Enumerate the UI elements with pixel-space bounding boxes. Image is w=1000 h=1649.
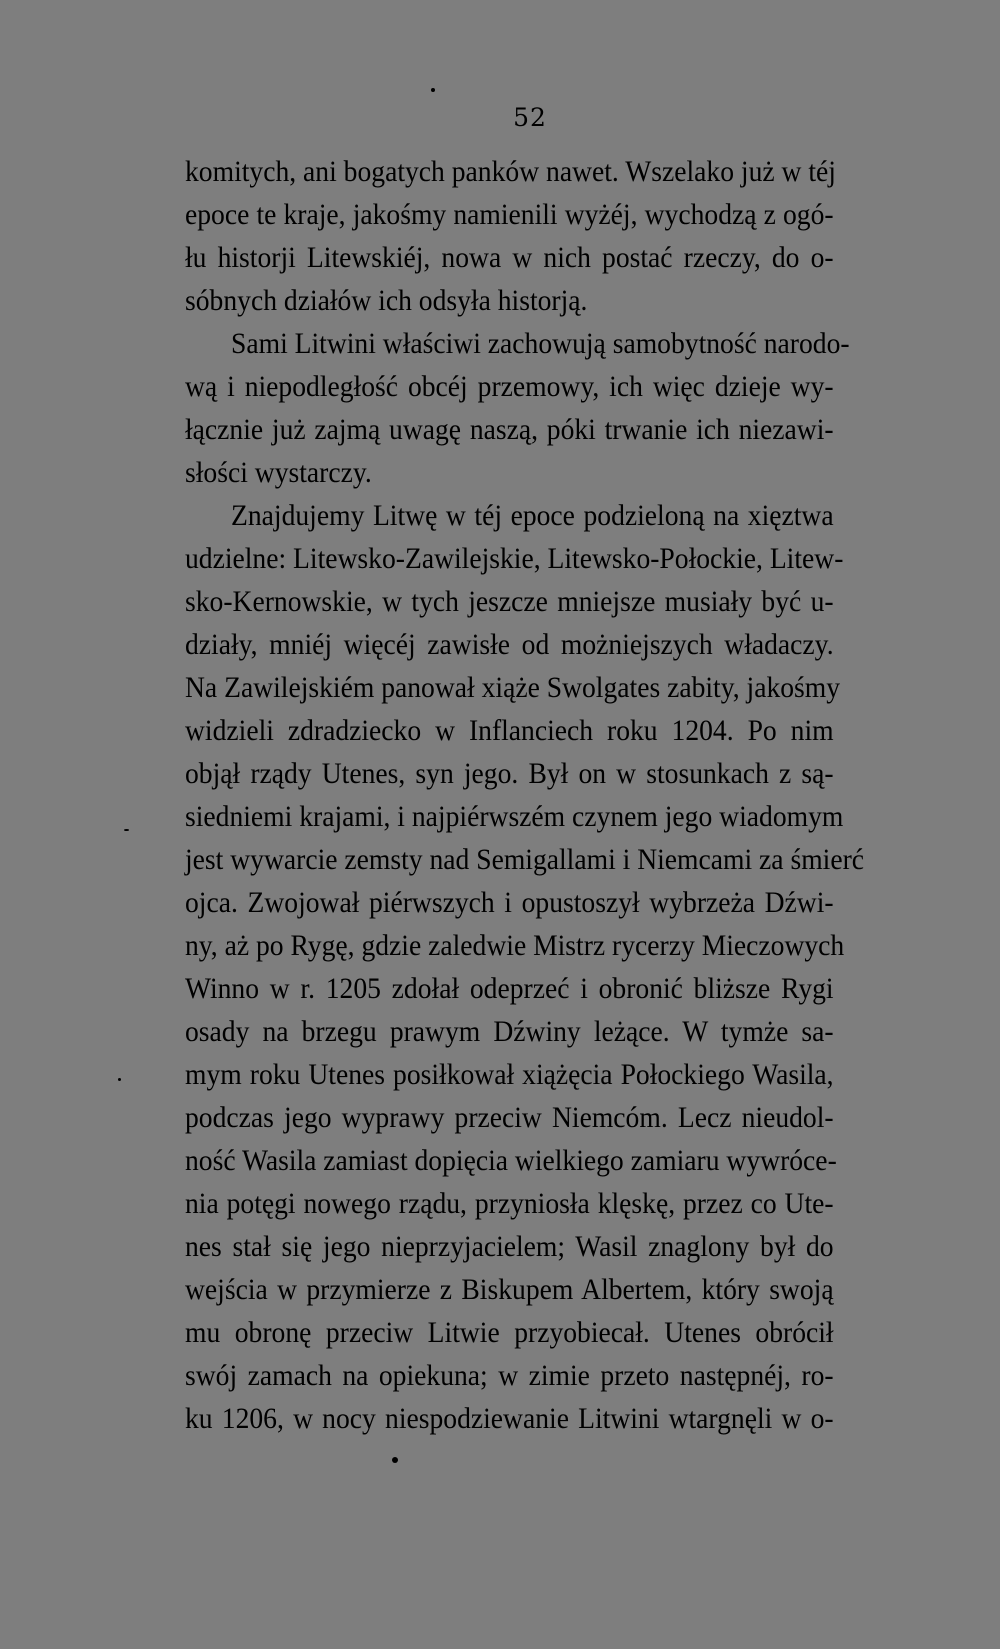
text-line: jest wywarcie zemsty nad Semigallami i Niemcami za śmierć xyxy=(185,843,865,876)
scan-speck xyxy=(431,88,435,92)
text-line: widzieli zdradziecko w Inflanciech roku 1204. Po nim xyxy=(185,714,834,747)
text-line: Sami Litwini właściwi zachowują samobytność narodo- xyxy=(231,327,850,360)
text-line: osady na brzegu prawym Dźwiny leżące. W tymże sa- xyxy=(185,1015,834,1048)
text-line: objął rządy Utenes, syn jego. Był on w stosunkach z są- xyxy=(185,757,834,790)
text-line: mu obronę przeciw Litwie przyobiecał. Utenes obrócił xyxy=(185,1316,834,1349)
text-line: Znajdujemy Litwę w téj epoce podzieloną na xięztwa xyxy=(231,499,834,532)
text-line: Winno w r. 1205 zdołał odeprzeć i obronić bliższe Rygi xyxy=(185,972,834,1005)
scan-speck xyxy=(124,829,129,831)
text-line: wejścia w przymierze z Biskupem Albertem, który swoją xyxy=(185,1273,834,1306)
scan-speck xyxy=(118,1078,121,1081)
text-line: podczas jego wyprawy przeciw Niemcóm. Lecz nieudol- xyxy=(185,1101,834,1134)
text-line: nes stał się jego nieprzyjacielem; Wasil znaglony był do xyxy=(185,1230,834,1263)
body-text xyxy=(185,150,890,1440)
text-line: sko-Kernowskie, w tych jeszcze mniejsze musiały być u- xyxy=(185,585,834,618)
scan-speck xyxy=(392,1457,398,1463)
text-line: ku 1206, w nocy niespodziewanie Litwini wtargnęli w o- xyxy=(185,1402,834,1435)
text-line: ny, aż po Rygę, gdzie zaledwie Mistrz rycerzy Mieczowych xyxy=(185,929,845,962)
text-line: siedniemi krajami, i najpiérwszém czynem jego wiadomym xyxy=(185,800,844,833)
text-line: nia potęgi nowego rządu, przyniosła klęskę, przez co Ute- xyxy=(185,1187,834,1220)
text-line: słości wystarczy. xyxy=(185,456,372,489)
text-line: swój zamach na opiekuna; w zimie przeto następnéj, ro- xyxy=(185,1359,834,1392)
text-line: łu historji Litewskiéj, nowa w nich postać rzeczy, do o- xyxy=(185,241,834,274)
text-line: łącznie już zajmą uwagę naszą, póki trwanie ich niezawi- xyxy=(185,413,834,446)
text-line: udzielne: Litewsko-Zawilejskie, Litewsko-Połockie, Litew- xyxy=(185,542,844,575)
text-line: ność Wasila zamiast dopięcia wielkiego zamiaru wywróce- xyxy=(185,1144,837,1177)
text-line: ojca. Zwojował piérwszych i opustoszył wybrzeża Dźwi- xyxy=(185,886,834,919)
text-line: sóbnych działów ich odsyła historją. xyxy=(185,284,588,317)
page-number: 52 xyxy=(513,103,547,132)
text-line: Na Zawilejskiém panował xiąże Swolgates zabity, jakośmy xyxy=(185,671,841,704)
text-line: komitych, ani bogatych panków nawet. Wszelako już w téj xyxy=(185,155,836,188)
text-line: mym roku Utenes posiłkował xiążęcia Połockiego Wasila, xyxy=(185,1058,834,1091)
text-line: epoce te kraje, jakośmy namienili wyżéj, wychodzą z ogó- xyxy=(185,198,834,231)
text-line: działy, mniéj więcéj zawisłe od możniejszych władaczy. xyxy=(185,628,834,661)
text-line: wą i niepodległość obcéj przemowy, ich więc dzieje wy- xyxy=(185,370,834,403)
